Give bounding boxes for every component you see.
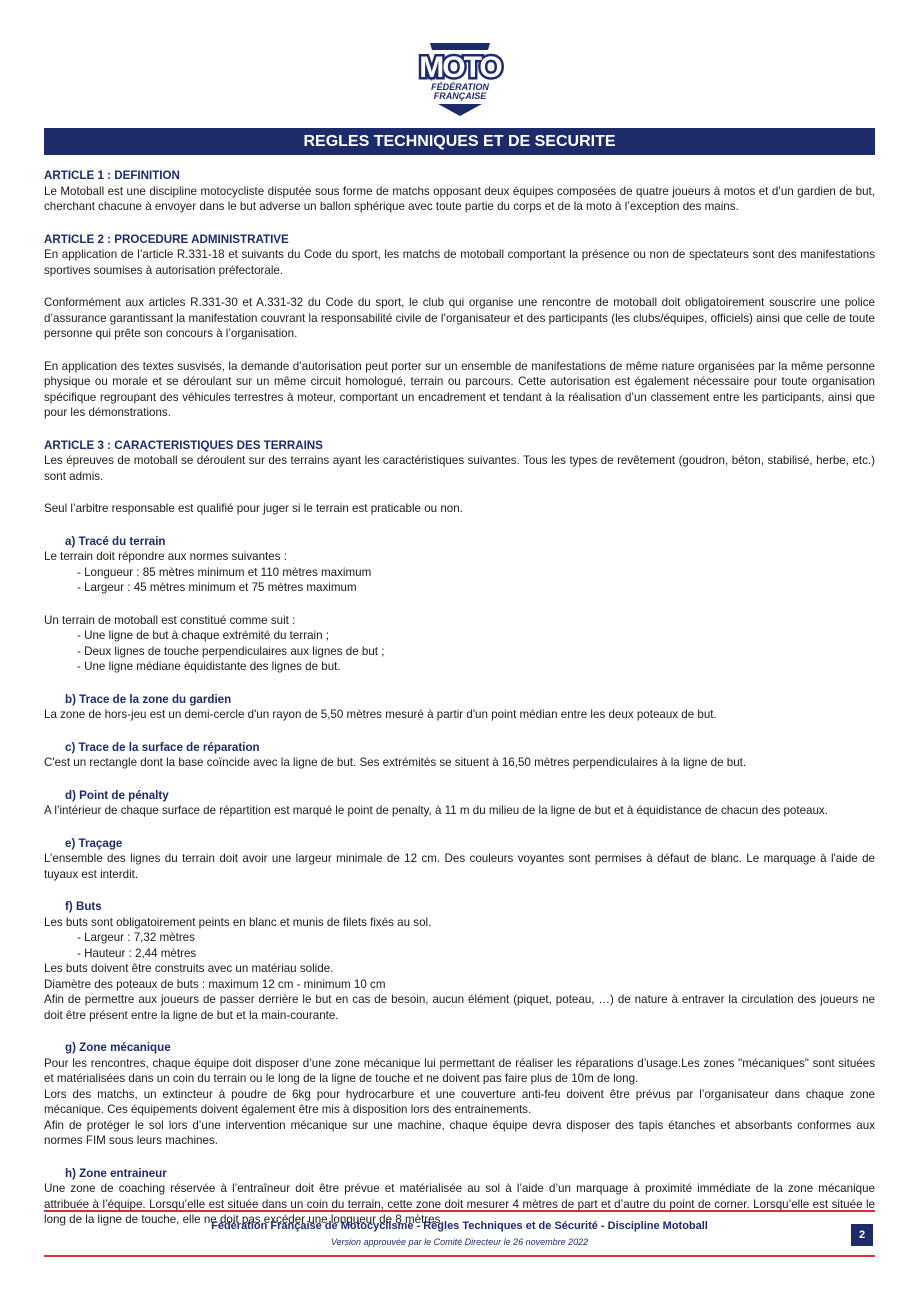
list-item: - Deux lignes de touche perpendiculaires aux lignes de but ; [77, 644, 385, 658]
subsection-heading: b) Trace de la zone du gardien [65, 692, 232, 706]
article-2-paragraph: En application des textes susvisés, la demande d’autorisation peut porter sur un ensemble de manifestations de même nature organisées par la même personne physique ou morale et se déroulant sur un même circuit homologué, terrain ou parcours. Cette autorisation est également nécessaire pour toute organisation spécifique regroupant des véhicules terrestres à moteur, comportant un encadrement et tendant à la réalisation d’un classement entre les participants, ainsi que pour les démonstrations. [44, 359, 875, 419]
article-3-paragraph: Les épreuves de motoball se déroulent sur des terrains ayant les caractéristiques suivantes. Tous les types de revêtement (goudron, béton, stabilisé, herbe, etc.) sont admis. [44, 454, 875, 483]
article-1 [44, 168, 875, 215]
page-number: 2 [851, 1224, 873, 1246]
article-1-text: Le Motoball est une discipline motocycliste disputée sous forme de matchs opposant deux équipes composées de quatre joueurs à motos et d’un gardien de but, cherchant chacune à envoyer dans le but adverse un ballon sphérique avec toute partie du corps et de la moto à l’exception des mains. [44, 184, 875, 213]
subsection-heading: c) Trace de la surface de réparation [65, 740, 260, 754]
ffm-logo-graphic [408, 40, 512, 118]
list [44, 565, 875, 596]
subsection-text: Lors des matchs, un extincteur à poudre de 6kg pour hydrocarbure et une couverture anti-feu doivent être prévus par l’organisateur dans chaque zone mécanique. Ces équipements doivent également être mis à disposition lors des entrainements. [44, 1087, 875, 1116]
list-item: - Longueur : 85 mètres minimum et 110 mètres maximum [77, 565, 372, 579]
page-title: REGLES TECHNIQUES ET DE SECURITE [44, 128, 875, 155]
article-2-paragraph: En application de l’article R.331-18 et suivants du Code du sport, les matchs de motoball comportant la présence ou non de spectateurs sont des manifestations sportives soumises à autorisation préfectorale. [44, 248, 875, 277]
subsection-text: Le terrain doit répondre aux normes suivantes : [44, 550, 287, 563]
article-3-paragraph: Seul l’arbitre responsable est qualifié pour juger si le terrain est praticable ou non. [44, 502, 463, 515]
subsection-text: Les buts doivent être construits avec un matériau solide. [44, 962, 334, 975]
subsection-text: Pour les rencontres, chaque équipe doit disposer d’une zone mécanique lui permettant de réaliser les réparations d’usage.Les zones "mécaniques" sont situées et matérialisées dans un coin du terrain ou le long de la ligne de touche et ne doivent pas faire plus de 10m de long. [44, 1056, 875, 1085]
subsection-heading: h) Zone entraineur [65, 1166, 167, 1180]
list-item: - Largeur : 45 mètres minimum et 75 mètres maximum [77, 581, 357, 594]
subsection-text: Diamètre des poteaux de buts : maximum 12 cm - minimum 10 cm [44, 977, 386, 991]
footer-divider [44, 1210, 875, 1212]
footer-divider [44, 1255, 875, 1257]
subsection-text: Afin de protéger le sol lors d’une intervention mécanique sur une machine, chaque équipe devra disposer des tapis étanches et absorbants conformes aux normes FIM sous leurs machines. [44, 1118, 875, 1147]
list-item: - Largeur : 7,32 mètres [77, 931, 195, 944]
list [44, 930, 875, 961]
logo-line2: FRANÇAISE [433, 91, 487, 101]
subsection-text: A l’intérieur de chaque surface de répartition est marqué le point de penalty, à 11 m du milieu de la ligne de but et à équidistance de chacun des poteaux. [44, 804, 828, 817]
subsection-heading: f) Buts [65, 900, 102, 913]
subsection-text: C'est un rectangle dont la base coïncide avec la ligne de but. Ses extrémités se situent à 16,50 mètres perpendiculaires à la ligne de but. [44, 756, 747, 769]
subsection-text: La zone de hors-jeu est un demi-cercle d'un rayon de 5,50 mètres mesuré à partir d'un point médian entre les deux poteaux de but. [44, 708, 717, 721]
subsection-text: L’ensemble des lignes du terrain doit avoir une largeur minimale de 12 cm. Des couleurs voyantes sont permises à défaut de blanc. Le marquage à l'aide de tuyaux est interdit. [44, 852, 875, 881]
list [44, 628, 875, 675]
article-1-heading: ARTICLE 1 : DEFINITION [44, 169, 180, 182]
subsection-heading: a) Tracé du terrain [65, 534, 166, 548]
subsection-heading: g) Zone mécanique [65, 1041, 171, 1054]
subsection-text: Afin de permettre aux joueurs de passer derrière le but en cas de besoin, aucun élément (piquet, poteau, …) de nature à entraver la circulation des joueurs ne doit être présent entre la ligne de but et la main-courante. [44, 993, 875, 1022]
document-body [44, 168, 875, 1228]
footer-version: Version approuvée par le Comité Directeur le 26 novembre 2022 [330, 1237, 589, 1247]
logo-word: MOTO [419, 51, 501, 84]
article-2 [44, 232, 875, 421]
ffm-logo [408, 40, 512, 118]
footer-title: Fédération Française de Motocyclisme - Règles Techniques et de Sécurité - Discipline Motoball [211, 1220, 708, 1232]
article-2-paragraph: Conformément aux articles R.331-30 et A.331-32 du Code du sport, le club qui organise une rencontre de motoball doit obligatoirement souscrire une police d’assurance garantissant la manifestation couvrant la responsabilité civile de l’organisateur et des participants (les clubs/équipes, officiels) ainsi que celle de toute personne qui prête son concours à l’organisation. [44, 296, 875, 340]
list-item: - Une ligne médiane équidistante des lignes de but. [77, 660, 341, 673]
subsection-text: Une zone de coaching réservée à l’entraîneur doit être prévue et matérialisée au sol à l’aide d’un marquage à proximité immédiate de la zone mécanique attribuée à l’équipe. Lorsqu’elle est située dans un coin du terrain, cette zone doit mesurer 4 mètres de part et d’autre du point de corner. Lorsqu’elle est située le long de la ligne de touche, elle ne doit pas excéder une longueur de 8 mètres. [44, 1182, 875, 1226]
subsection-text: Les buts sont obligatoirement peints en blanc et munis de filets fixés au sol. [44, 915, 432, 929]
logo-line1: FÉDÉRATION [431, 82, 489, 92]
subsection-heading: d) Point de pénalty [65, 788, 169, 802]
subsection-heading: e) Traçage [65, 836, 123, 850]
subsection-text: Un terrain de motoball est constitué comme suit : [44, 613, 296, 627]
article-3 [44, 438, 875, 1228]
article-2-heading: ARTICLE 2 : PROCEDURE ADMINISTRATIVE [44, 232, 289, 246]
list-item: - Une ligne de but à chaque extrémité du terrain ; [77, 629, 329, 642]
article-3-heading: ARTICLE 3 : CARACTERISTIQUES DES TERRAINS [44, 438, 323, 452]
list-item: - Hauteur : 2,44 mètres [77, 946, 197, 960]
